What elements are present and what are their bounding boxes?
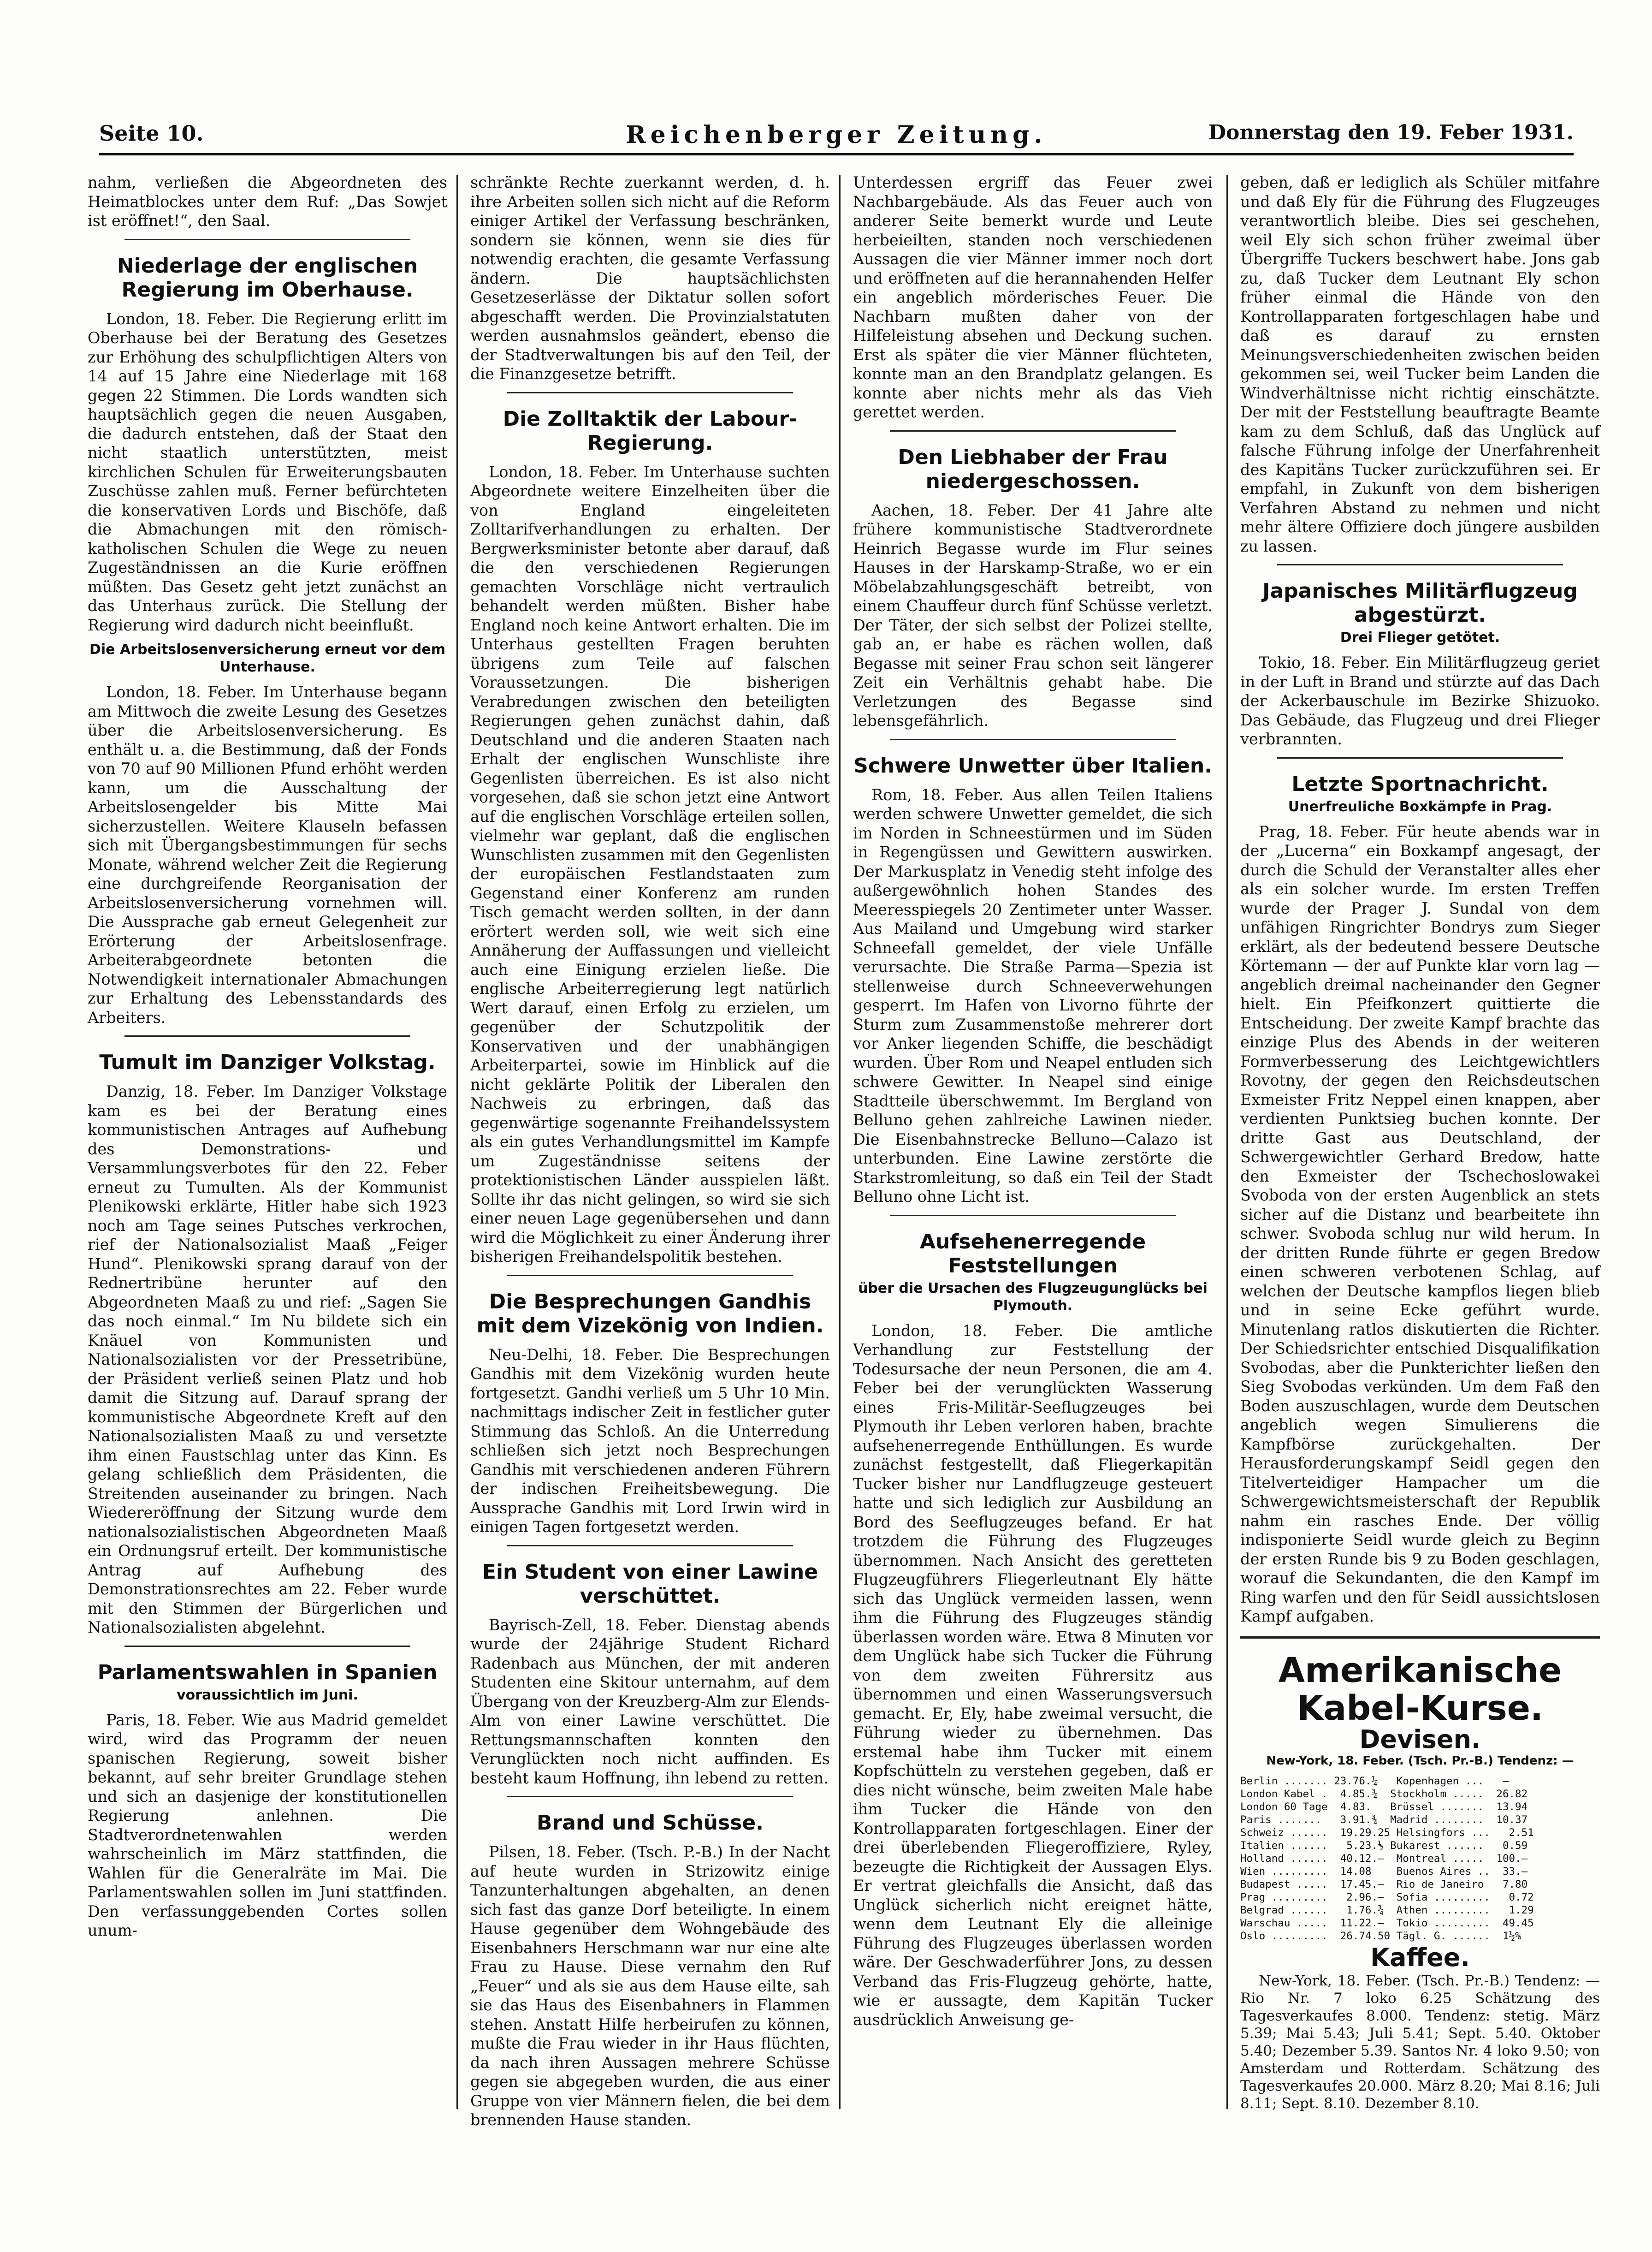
article-text: London, 18. Feber. Die amtliche Verhandlung zur Feststellung der Todesursache der neun Personen, die am 4. Feber bei der verunglückten Wasserung eines Fris-Militär-Seeflugzeuges bei Plymouth ihr Leben verloren haben, brachte aufsehenerregende Enthüllungen. Es wurde zunächst festgestellt, daß Fliegerkapitän Tucker bisher nur Landflugzeuge gesteuert hatte und sich lediglich zur Ausbildung an Bord des Seeflugzeuges befand. Er hat trotzdem die Führung des Flugzeuges übernommen. Nach Ansicht des geretteten Flugzeugführers Fliegerleutnant Ely hätte sich das Unglück vermeiden lassen, wenn ihm die Führung des Flugzeuges ständig überlassen worden wäre. Etwa 8 Minuten vor dem Unglück habe sich Tucker die Führung von dem zweiten Führersitz aus übernommen und einen Wasserungsversuch gemacht. Er, Ely, habe zweimal versucht, die Führung wieder zu übernehmen. Das erstemal habe ihm Tucker mit einem Kopfschütteln zu verstehen gegeben, daß er dies nicht wünsche, beim zweiten Male habe ihm Tucker die Hände von den Kontrollapparaten fortgeschlagen. Einer der drei überlebenden Fliegeroffiziere, Ryley, bezeugte die Richtigkeit der Aussagen Elys. Er vertrat gleichfalls die Ansicht, daß das Unglück sicherlich nicht ereignet hätte, wenn dem Leutnant Ely die alleinige Führung des Flugzeuges überlassen worden wäre. Der Geschwaderführer Jons, zu dessen Verband das Fris-Flugzeug gehörte, hatte, wie er aussagte, dem Kapitän Tucker ausdrücklich Anweisung ge- (853, 1321, 1213, 2029)
page-header (99, 121, 1574, 155)
article-text: Prag, 18. Feber. Für heute abends war in der „Lucerna“ ein Boxkampf angesagt, der durch die Schuld der Veranstalter alles eher als ein solcher wurde. Im ersten Treffen wurde der Prager J. Sundal von dem unfähigen Ringrichter Bondrys zum Sieger erklärt, als der bedeutend bessere Deutsche Körtemann — der auf Punkte klar vorn lag — angeblich dreimal nacheinander den Gegner hielt. Ein Pfeifkonzert quittierte die Entscheidung. Der zweite Kampf brachte das einzige Plus des Abends in der weiteren Formverbesserung des Leichtgewichtlers Rovotny, der gegen den Reichsdeutschen Exmeister Fritz Neppel einen knappen, aber verdienten Punktsieg buchen konnte. Der dritte Gast aus Deutschland, der Schwergewichtler Gerhard Bredow, hatte den Exmeister der Tschechoslowakei Svoboda von der ersten Augenblick an stets sicher auf die Distanz und bearbeitete ihn schwer. Svoboda schlug nur wild herum. In der dritten Runde führte er gegen Bredow einen schweren verbotenen Schlag, auf welchen der Deutsche kampflos liegen blieb und in seine Ecke geführt wurde. Minutenlang ratlos diskutierten die Richter. Der Schiedsrichter entschied Disqualifikation Svobodas, aber die Punkterichter ließen den Sieg Svobodas verkünden. Um dem Faß den Boden auszuschlagen, wurde dem Deutschen angeblich wegen Simulierens die Kampfbörse zurückgehalten. Der Herausforderungskampf Seidl gegen den Titelverteidiger Hampacher um die Schwergewichtsmeisterschaft der Republik nahm ein rasches Ende. Der völlig indisponierte Seidl wurde gleich zu Beginn der ersten Runde bis 9 zu Boden geschlagen, worauf die Sekundanten, die den Kampf im Ring warfen und den für Seidl aussichtslosen Kampf aufgaben. (1240, 822, 1600, 1625)
column-4 (1240, 173, 1600, 2114)
article-text: London, 18. Feber. Die Regierung erlitt im Oberhause bei der Beratung des Gesetzes zur Erhöhung des schulpflichtigen Alters von 14 auf 15 Jahre eine Niederlage mit 168 gegen 22 Stimmen. Die Lords wandten sich hauptsächlich gegen die neuen Ausgaben, die dadurch entstehen, daß der Staat den nicht staatlich unterstützten, meist kirchlichen Schulen für Erweiterungsbauten Zuschüsse zahlen muß. Ferner befürchteten die konservativen Lords und Bischöfe, daß die Abmachungen mit den römisch-katholischen Schulen die Wege zu neuen Zugeständnissen an die Kurie eröffnen müßten. Das Gesetz geht jetzt zunächst an das Unterhaus zurück. Die Stellung der Regierung wird dadurch nicht beeinflußt. (88, 309, 447, 634)
article-text: Aachen, 18. Feber. Der 41 Jahre alte frühere kommunistische Stadtverordnete Heinrich Begasse wurde im Flur seines Hauses in der Harskamp-Straße, wo er ein Möbelabzahlungsgeschäft betreibt, von einem Chauffeur durch fünf Schüsse verletzt. Der Täter, der sich selbst der Polizei stellte, gab an, er habe es rächen wollen, daß Begasse mit seiner Frau schon seit längerer Zeit ein Verhältnis gehabt habe. Die Verletzungen des Begasse sind lebensgefährlich. (853, 501, 1213, 730)
separator (124, 1646, 410, 1647)
article-continuation: nahm, verließen die Abgeordneten des Heimatblockes unter dem Ruf: „Das Sowjet ist eröffnet!“, den Saal. (88, 173, 447, 230)
devisen-header: New-York, 18. Feber. (Tsch. Pr.-B.) Tendenz: — (1266, 1754, 1574, 1768)
headline-zolltaktik: Die Zolltaktik der Labour-Regierung. (503, 407, 798, 455)
kaffee-title: Kaffee. (1370, 1943, 1470, 1972)
kabelkurse-title: Amerikanische Kabel-Kurse. (1278, 1650, 1562, 1728)
article-text: Bayrisch-Zell, 18. Feber. Dienstag abends wurde der 24jährige Student Richard Radenbach aus München, der mit anderen Studenten eine Skitour unternahm, auf dem Übergang von der Kreuzberg-Alm zur Elends-Alm von einer Lawine verschüttet. Die Rettungsmannschaften konnten den Verunglückten noch nicht auffinden. Es besteht kaum Hoffnung, ihn lebend zu retten. (470, 1616, 830, 1787)
column-2 (470, 173, 830, 2129)
subheadline-plymouth: über die Ursachen des Flugzeugunglücks bei Plymouth. (858, 1280, 1208, 1314)
devisen-table: Berlin ....... 23.76.¼ Kopenhagen ... — London Kabel . 4.85.¾ Stockholm ..... 26.82 London 60 Tage 4.83. Brüssel ....... 13.94 Paris ....... 3.91.¾ Madrid ........ 10.37 Schweiz ...... 19.29.25 Helsingfors ... 2.51 Italien ...... 5.23.½ Bukarest ...... 0.59 Holland ...... 40.12.— Montreal ..... 100.— Wien ......... 14.08 Buenos Aires .. 33.— Budapest ..... 17.45.— Rio de Janeiro 7.80 Prag ......... 2.96.— Sofia ......... 0.72 Belgrad ...... 1.76.¾ Athen ......... 1.29 Warschau ..... 11.22.— Tokio ......... 49.45 Oslo ......... 26.74.50 Tägl. G. ...... 1½% (1240, 1775, 1534, 1942)
separator (507, 1275, 793, 1276)
headline-niederlage: Niederlage der englischen Regierung im Oberhause. (117, 254, 418, 302)
headline-sportnachricht: Letzte Sportnachricht. (1291, 772, 1549, 796)
separator (124, 239, 410, 240)
separator (1240, 1636, 1600, 1639)
separator (507, 1545, 793, 1546)
article-text: Paris, 18. Feber. Wie aus Madrid gemeldet wird, wird das Programm der neuen spanischen Regierung, soweit bisher bekannt, auf sehr breiter Grundlage stehen und sich an dasjenige der konstitutionellen Regierung anlehnen. Die Stadtverordnetenwahlen werden wahrscheinlich im März stattfinden, die Wahlen für die Generalräte im Mai. Die Parlamentswahlen sollen im Juni stattfinden. Den verfassunggebenden Cortes sollen unum- (88, 1711, 447, 1939)
headline-unwetter-italien: Schwere Unwetter über Italien. (853, 754, 1212, 778)
article-text: London, 18. Feber. Im Unterhause begann am Mittwoch die zweite Lesung des Gesetzes über die Arbeitslosenversicherung. Es enthält u. a. die Bestimmung, daß der Fonds von 70 auf 90 Millionen Pfund erhöht werden kann, um die Ausschaltung der Arbeitslosengelder bis Mitte Mai sicherzustellen. Weitere Klauseln befassen sich mit Übergangsbestimmungen für sechs Monate, während welcher Zeit die Regierung eine durchgreifende Reorganisation der Arbeitslosenversicherung vornehmen will. Die Aussprache gab erneut Gelegenheit zur Erörterung der Arbeitslosenfrage. Arbeiterabgeordnete betonten die Notwendigkeit internationaler Abmachungen zur Erhaltung des Lebensstandards des Arbeiters. (88, 683, 447, 1027)
separator (890, 1215, 1176, 1216)
column-3 (853, 173, 1213, 2114)
page-number: Seite 10. (99, 121, 204, 146)
article-text: Danzig, 18. Feber. Im Danziger Volkstage kam es bei der Beratung eines kommunistischen Antrages auf Aufhebung des Demonstrations- und Versammlungsverbotes für den 22. Feber erneut zu Tumulten. Als der Kommunist Plenikowski erklärte, Hitler habe sich 1923 noch am Tage seines Putsches verkrochen, rief der Nationalsozialist Maaß „Feiger Hund“. Plenikowski sprang darauf von der Rednertribüne herunter auf den Abgeordneten Maaß zu und rief: „Sagen Sie das noch einmal.“ Im Nu bildete sich ein Knäuel von Kommunisten und Nationalsozialisten vor der Pressetribüne, der Präsident verließ seinen Platz und hob damit die Sitzung auf. Darauf sprang der kommunistische Abgeordnete Kreft auf den Nationalsozialisten Maaß zu und versetzte ihm einen Faustschlag unter das Kinn. Es gelang schließlich dem Präsidenten, die Streitenden auseinander zu bringen. Nach Wiedereröffnung der Sitzung wurde dem nationalsozialistischen Abgeordneten Maaß ein Ordnungsruf erteilt. Der kommunistische Antrag auf Aufhebung des Demonstrationsrechtes am 22. Feber wurde mit den Stimmen der Bürgerlichen und Nationalsozialisten abgelehnt. (88, 1082, 447, 1636)
article-continuation: Unterdessen ergriff das Feuer zwei Nachbargebäude. Als das Feuer auch von anderer Seite bemerkt wurde und Leute herbeieilten, standen noch verschiedenen Aussagen die vier Männer immer noch dort und eröffneten auf die herannahenden Helfer ein angeblich mörderisches Feuer. Die Nachbarn mußten daher von der Hilfeleistung absehen und Deckung suchen. Erst als später die vier Männer flüchteten, konnte man an den Brandplatz gelangen. Es konnte aber nichts mehr als das Vieh gerettet werden. (853, 173, 1213, 421)
subheadline-juni: voraussichtlich im Juni. (177, 1687, 358, 1703)
article-text: Tokio, 18. Feber. Ein Militärflugzeug geriet in der Luft in Brand und stürzte auf das Dach der Ackerbauschule im Bezirke Shizuoko. Das Gebäude, das Flugzeug und drei Flieger verbrannten. (1240, 654, 1600, 748)
article-text: London, 18. Feber. Im Unterhause suchten Abgeordnete weitere Einzelheiten über die von England eingeleiteten Zolltarifverhandlungen zu erhalten. Der Bergwerksminister betonte aber darauf, daß die den verschiedenen Regierungen gemachten Vorschläge nicht vertraulich behandelt werden müßten. Bisher habe England noch keine Antwort erhalten. Die im Unterhaus gestellten Fragen beruhten übrigens zum Teile auf falschen Voraussetzungen. Die bisherigen Verabredungen zwischen den beteiligten Regierungen gehen zunächst dahin, daß Deutschland und die anderen Staaten nach Erhalt der englischen Wunschliste ihre Gegenlisten überreichen. Es ist also nicht vorgesehen, daß sie schon jetzt eine Antwort auf die englischen Vorschläge erteilen sollen, vielmehr war geplant, daß die englischen Wunschlisten zusammen mit den Gegenlisten der europäischen Festlandstaaten zum Gegenstand einer Konferenz am runden Tisch gemacht werden sollten, in der dann erörtert werden soll, wie weit sich eine Annäherung der Auffassungen und vielleicht auch eine Einigung erzielen ließe. Die englische Arbeiterregierung legt natürlich Wert darauf, einen Erfolg zu erzielen, um gegenüber der Schutzpolitik der Konservativen und der unabhängigen Arbeiterpartei, sowie im Hinblick auf die nicht geklärte Politik der Liberalen den Nachweis zu erbringen, daß das gegenwärtige sogenannte Freihandelssystem als ein gutes Verhandlungsmittel im Kampfe um Zugeständnisse seitens der protektionistischen Länder ausspielen läßt. Sollte ihr das nicht gelingen, so wird sie sich einer neuen Lage gegenübersehen und dann wird die Möglichkeit zu einer Änderung ihrer bisherigen Freihandelspolitik bestehen. (470, 463, 830, 1266)
subheadline-boxkaempfe: Unerfreuliche Boxkämpfe in Prag. (1288, 798, 1552, 815)
column-1 (88, 173, 447, 2114)
headline-brand-schuesse: Brand und Schüsse. (537, 1811, 764, 1835)
headline-gandhi: Die Besprechungen Gandhis mit dem Vizekönig von Indien. (476, 1289, 824, 1337)
separator (1277, 564, 1563, 565)
headline-militaerflugzeug: Japanisches Militärflugzeug abgestürzt. (1262, 579, 1578, 627)
column-divider (456, 175, 458, 2109)
article-text: Rom, 18. Feber. Aus allen Teilen Italiens werden schwere Unwetter gemeldet, die sich im Norden in Schneestürmen und im Süden in Regengüssen und Gewittern auswirken. Der Markusplatz in Venedig steht infolge des außergewöhnlich hohen Standes des Meeresspiegels 20 Zentimeter unter Wasser. Aus Mailand und Umgebung wird starker Schneefall gemeldet, der viele Unfälle verursachte. Die Straße Parma—Spezia ist stellenweise durch Schneeverwehungen gesperrt. Im Hafen von Livorno führte der Sturm zum Zusammenstoße mehrerer dort vor Anker liegenden Schiffe, die beschädigt wurden. Über Rom und Neapel entluden sich schwere Gewitter. In Neapel sind einige Stadtteile überschwemmt. Im Bergland von Belluno gehen zahlreiche Lawinen nieder. Die Eisenbahnstrecke Belluno—Calazo ist unterbunden. Eine Lawine zerstörte die Starkstromleitung, so daß ein Teil der Stadt Belluno ohne Licht ist. (853, 785, 1213, 1206)
subheadline-arbeitslosen: Die Arbeitslosenversicherung erneut vor dem Unterhause. (89, 642, 445, 675)
headline-parlamentswahlen: Parlamentswahlen in Spanien (97, 1660, 438, 1684)
article-continuation: schränkte Rechte zuerkannt werden, d. h. ihre Arbeiten sollen sich nicht auf die Reform einiger Artikel der Verfassung beschränken, sondern sie können, wenn sie dies für notwendig erachten, die gesamte Verfassung ändern. Die hauptsächlichsten Gesetzeserlässe der Diktatur sollen sofort abgeschafft werden. Die Provinzialstatuten werden ausnahmslos geändert, ebenso die der Stadtverwaltungen bis auf den Teil, der die Finanzgesetze betrifft. (470, 173, 830, 383)
separator (507, 1796, 793, 1797)
newspaper-title: Reichenberger Zeitung. (626, 121, 1047, 149)
headline-liebhaber: Den Liebhaber der Frau niedergeschossen. (898, 445, 1168, 493)
article-text: Neu-Delhi, 18. Feber. Die Besprechungen Gandhis mit dem Vizekönig wurden heute fortgesetzt. Gandhi verließ um 5 Uhr 10 Min. nachmittags indischer Zeit in festlicher guter Stimmung das Schloß. An die Unterredung schließen sich jetzt noch Besprechungen Gandhis mit verschiedenen anderen Führern der indischen Freiheitsbewegung. Die Aussprache Gandhis mit Lord Irwin wird in einigen Tagen fortgesetzt werden. (470, 1345, 830, 1536)
separator (1277, 757, 1563, 759)
kaffee-text: New-York, 18. Feber. (Tsch. Pr.-B.) Tendenz: — Rio Nr. 7 loko 6.25 Schätzung des Tagesverkaufes 8.000. Tendenz: stetig. März 5.39; Mai 5.43; Juli 5.41; Sept. 5.40. Oktober 5.40; Dezember 5.39. Santos Nr. 4 loko 9.50; von Amsterdam und Rotterdam. Schätzung des Tagesverkaufes 20.000. März 8.20; Mai 8.16; Juli 8.11; Sept. 8.10. Dezember 8.10. (1240, 1972, 1600, 2112)
issue-date: Donnerstag den 19. Feber 1931. (1208, 121, 1574, 144)
subheadline-flieger: Drei Flieger getötet. (1340, 630, 1500, 646)
separator (124, 1035, 410, 1037)
devisen-title: Devisen. (1359, 1724, 1481, 1754)
headline-student-lawine: Ein Student von einer Lawine verschüttet. (482, 1560, 818, 1608)
article-continuation: geben, daß er lediglich als Schüler mitfahre und daß Ely für die Führung des Flugzeuges verantwortlich bleibe. Dies sei geschehen, weil Ely sich schon früher zweimal über Übergriffe Tuckers beschwert habe. Jons gab zu, daß Tucker dem Leutnant Ely schon früher einmal die Hände von den Kontrollapparaten fortgeschlagen habe und daß es darauf zu ernsten Meinungsverschiedenheiten zwischen beiden gekommen sei, weil Tucker beim Landen die Windverhältnisse nicht richtig einschätzte. Der mit der Feststellung beauftragte Beamte kam zu dem Schluß, daß das Unglück auf falsche Führung infolge der Unerfahrenheit des Kapitäns Tucker zurückzuführen sei. Er empfahl, in Zukunft von dem bisherigen Verfahren Abstand zu nehmen und nicht mehr ältere Offiziere doch jüngere ausbilden zu lassen. (1240, 173, 1600, 555)
headline-tumult-danzig: Tumult im Danziger Volkstag. (99, 1051, 436, 1074)
separator (890, 739, 1176, 740)
article-text: Pilsen, 18. Feber. (Tsch. P.-B.) In der Nacht auf heute wurden in Strizowitz einige Tanzunterhaltungen abgehalten, an denen sich fast das ganze Dorf beteiligte. In einem Hause gegenüber dem Wohngebäude des Eisenbahners Herschmann war nur eine alte Frau zu Hause. Diese vernahm den Ruf „Feuer“ und als sie aus dem Hause eilte, sah sie das Haus des Eisenbahners in Flammen stehen. Anstatt Hilfe herbeirufen zu können, mußte die Frau wieder in ihr Haus flüchten, da nach ihren Aussagen mehrere Schüsse gegen sie abgegeben wurden, die aus einer Gruppe von vier Männern fielen, die bei dem brennenden Hause standen. (470, 1843, 830, 2129)
separator (890, 430, 1176, 432)
separator (507, 392, 793, 393)
column-divider (1226, 175, 1228, 2109)
headline-feststellungen: Aufsehenerregende Feststellungen (919, 1230, 1146, 1278)
column-divider (839, 175, 841, 2109)
